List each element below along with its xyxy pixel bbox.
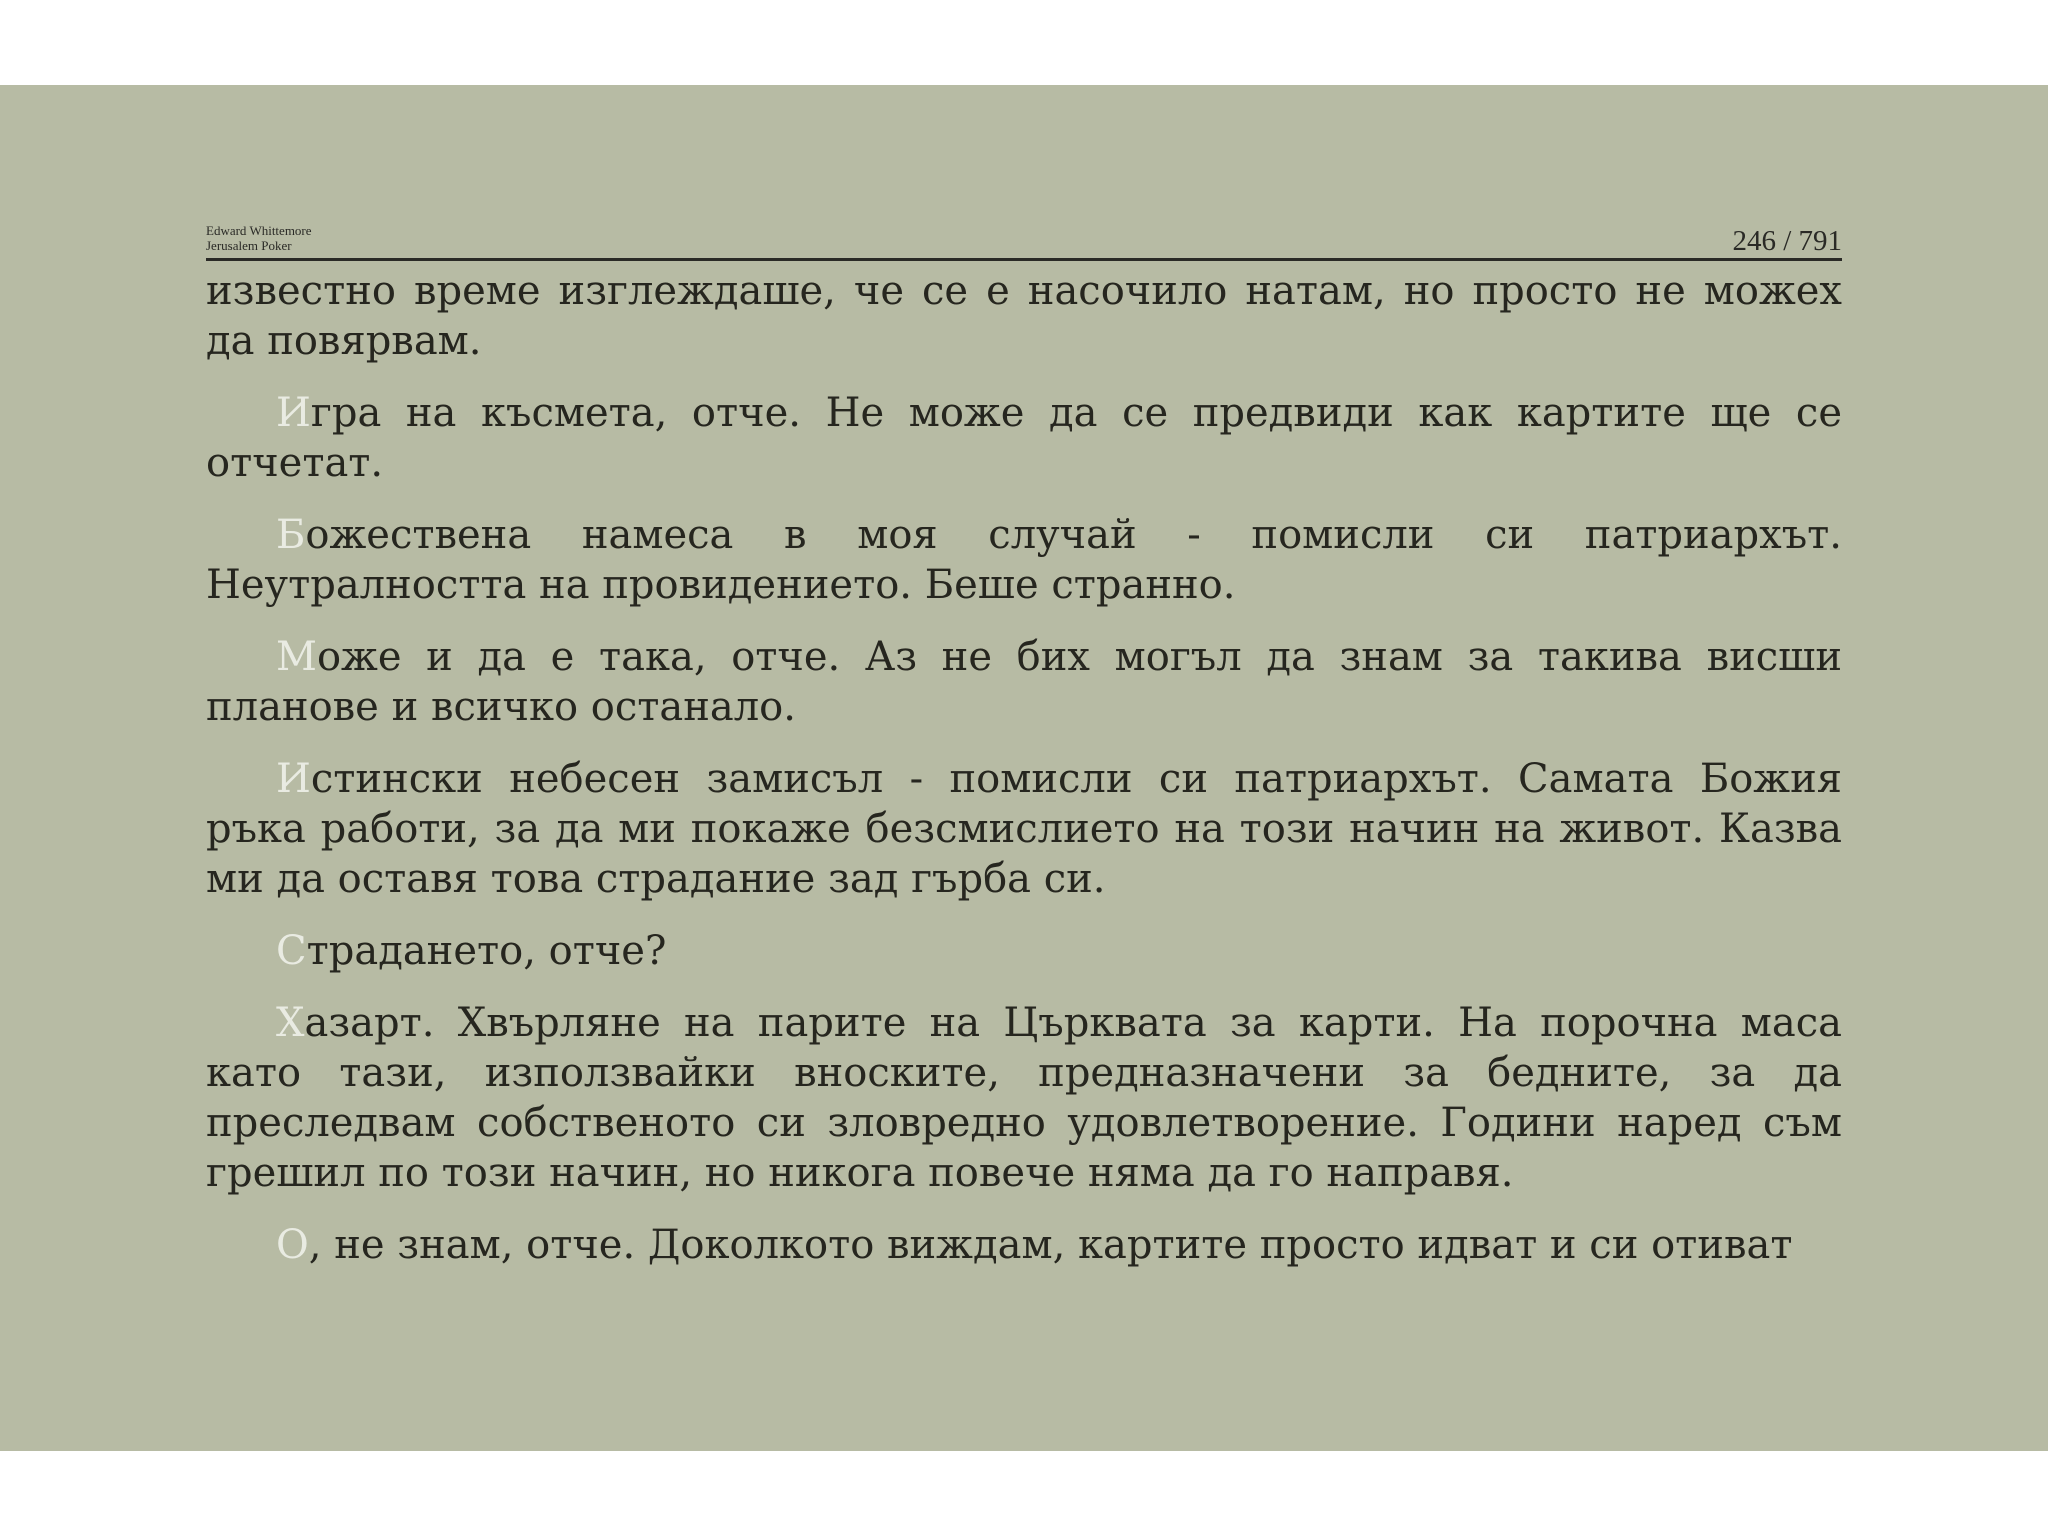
paragraph: [206, 926, 1842, 976]
paragraph-text: ожествена намеса в моя случай - помисли си патриархът. Неутралността на провидението. Беше странно.: [206, 512, 1842, 608]
paragraph-text: азарт. Хвърляне на парите на Църквата за карти. На порочна маса като тази, използвайки вноските, предназначени за бедните, за да преследвам собственото си зловредно удовлетворение. Години наред съм грешил по този начин, но никога повече няма да го направя.: [206, 1000, 1842, 1196]
book-meta: [206, 223, 312, 253]
page-text: [206, 266, 1842, 1270]
paragraph: [206, 632, 1842, 732]
page-indicator: 246 / 791: [1732, 225, 1842, 257]
paragraph-initial: Х: [276, 1000, 305, 1046]
paragraph-text: известно време изглеждаше, че се е насочило натам, но просто не можех да повярвам.: [206, 268, 1842, 364]
book-title: Jerusalem Poker: [206, 238, 292, 253]
paragraph: [206, 266, 1842, 366]
paragraph-initial: И: [276, 390, 311, 436]
paragraph-initial: О: [276, 1222, 309, 1268]
paragraph: [206, 998, 1842, 1198]
paragraph-initial: С: [276, 928, 307, 974]
paragraph-text: гра на късмета, отче. Не може да се предвиди как картите ще се отчетат.: [206, 390, 1842, 486]
page-header: [206, 220, 1842, 261]
paragraph: [206, 388, 1842, 488]
paragraph-text: оже и да е така, отче. Аз не бих могъл да знам за такива висши планове и всичко останало.: [206, 634, 1842, 730]
paragraph-initial: Б: [276, 512, 306, 558]
paragraph-text: традането, отче?: [306, 928, 667, 974]
paragraph-initial: М: [276, 634, 317, 680]
paragraph-text: стински небесен замисъл - помисли си патриархът. Самата Божия ръка работи, за да ми покаже безсмислието на този начин на живот. Казва ми да оставя това страдание зад гърба си.: [206, 756, 1842, 902]
paragraph: [206, 754, 1842, 904]
paragraph-text: , не знам, отче. Доколкото виждам, картите просто идват и си отиват: [308, 1222, 1793, 1268]
book-page: [206, 220, 1842, 1292]
author-name: Edward Whittemore: [206, 223, 312, 238]
paragraph-initial: И: [276, 756, 311, 802]
paragraph: [206, 510, 1842, 610]
reader-page-area[interactable]: [0, 85, 2048, 1451]
paragraph: [206, 1220, 1842, 1270]
